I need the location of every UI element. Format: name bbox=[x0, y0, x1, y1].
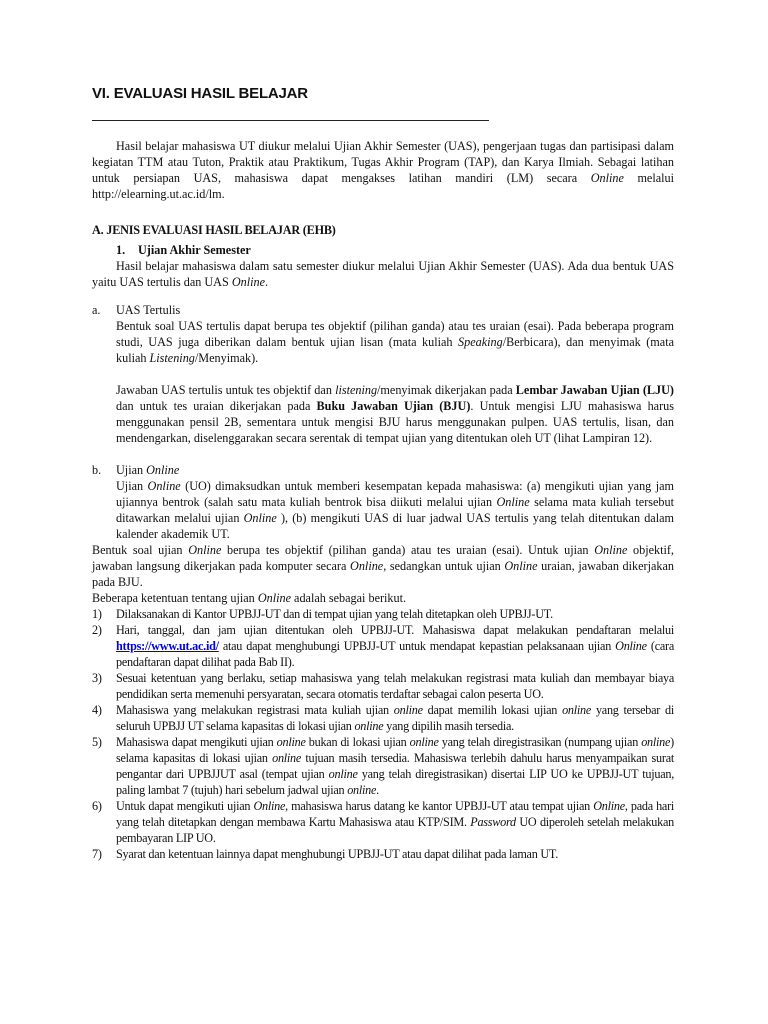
text-run: /menyimak dikerjakan pada bbox=[377, 383, 516, 397]
page-title: VI. EVALUASI HASIL BELAJAR bbox=[92, 85, 308, 102]
list-text: Dilaksanakan di Kantor UPBJJ-UT dan di tempat ujian yang telah ditetapkan oleh UPBJJ-UT. bbox=[116, 607, 553, 621]
document-page bbox=[92, 82, 674, 862]
emphasis-run: Online bbox=[147, 479, 181, 493]
list-text: Sesuai ketentuan yang berlaku, setiap mahasiswa yang telah melakukan registrasi mata kuliah dan membayar biaya pendidikan serta memenuhi persyaratan, secara otomatis terdaftar sebagai calon peserta UO. bbox=[116, 671, 674, 701]
emphasis-run: listening bbox=[335, 383, 378, 397]
emphasis-run: Online bbox=[350, 559, 384, 573]
intro-text-end: melalui http://elearning.ut.ac.id/lm. bbox=[92, 171, 674, 201]
text-run: Beberapa ketentuan tentang ujian bbox=[92, 591, 258, 605]
text-run: yang telah diregistrasikan) disertai LIP UO ke UPBJJ-UT tujuan, paling lambat 7 (tujuh) hari sebelum jadwal ujian bbox=[116, 767, 674, 797]
list-text bbox=[116, 702, 674, 734]
text-run: , sedangkan untuk ujian bbox=[383, 559, 505, 573]
list-number: 4) bbox=[92, 703, 102, 717]
intro-paragraph bbox=[92, 138, 674, 202]
item-b-title bbox=[116, 462, 179, 478]
subsection-1-paragraph bbox=[92, 258, 674, 290]
text-run: bukan di lokasi ujian bbox=[305, 735, 410, 749]
online-format-paragraph bbox=[92, 542, 674, 590]
emphasis-run: Online bbox=[188, 543, 222, 557]
list-text bbox=[116, 622, 674, 670]
emphasis-run: online bbox=[393, 703, 423, 717]
paragraph-text-end: . bbox=[264, 275, 269, 289]
text-run: adalah sebagai berikut. bbox=[291, 591, 407, 605]
list-item bbox=[92, 606, 674, 622]
emphasis-run: Online bbox=[253, 799, 286, 813]
bold-run: Lembar Jawaban Ujian (LJU) bbox=[515, 383, 674, 397]
subsection-number: 1. bbox=[116, 243, 126, 257]
text-run: (cara pendaftaran dapat dilihat pada Bab II). bbox=[116, 639, 674, 669]
text-run: . Untuk mengisi LJU mahasiswa harus menggunakan pensil 2B, sementara untuk mengisi BJU harus menggunakan pulpen. UAS tertulis, lisan, dan mendengarkan, diselenggarakan secara serentak di tempat ujian yang ditentukan oleh UT (lihat Lampiran 12). bbox=[116, 399, 674, 445]
bold-run: Buku Jawaban Ujian (BJU) bbox=[316, 399, 471, 413]
emphasis-run: Speaking bbox=[458, 335, 503, 349]
emphasis-run: Online bbox=[594, 543, 628, 557]
text-run: . bbox=[376, 783, 379, 797]
list-number: 7) bbox=[92, 847, 102, 861]
text-run: UO diperoleh setelah melakukan pembayaran LIP UO. bbox=[116, 815, 674, 845]
text-run: , pada hari yang telah ditetapkan dengan membawa Kartu Mahasiswa atau KTP/SIM. bbox=[116, 799, 675, 829]
list-text bbox=[116, 734, 674, 798]
emphasis-run: Online bbox=[593, 799, 625, 813]
list-item bbox=[92, 798, 674, 846]
emphasis-run: Online bbox=[615, 639, 647, 653]
item-a bbox=[92, 302, 674, 446]
subsection-label: Ujian Akhir Semester bbox=[138, 243, 251, 257]
list-number: 5) bbox=[92, 735, 102, 749]
text-run: Hari, tanggal, dan jam ujian ditentukan oleh UPBJJ-UT. Mahasiswa dapat melakukan pendaftaran melalui bbox=[116, 623, 674, 637]
text-run: ), (b) mengikuti UAS di luar jadwal UAS tertulis yang telah ditentukan dalam kalender akademik UT. bbox=[116, 511, 674, 541]
text-run: selama mata kuliah tersebut ditawarkan melalui ujian bbox=[116, 495, 674, 525]
text-run: objektif, jawaban langsung dikerjakan pada komputer secara bbox=[92, 543, 674, 573]
emphasis-run: online bbox=[641, 735, 671, 749]
emphasis-run: online bbox=[409, 735, 439, 749]
intro-text: Hasil belajar mahasiswa UT diukur melalui Ujian Akhir Semester (UAS), pengerjaan tugas dan partisipasi dalam kegiatan TTM atau Tuton, Praktik atau Praktikum, Tugas Akhir Program (TAP), dan Karya Ilmiah. Sebagai latihan untuk persiapan UAS, mahasiswa dapat mengakses latihan mandiri (LM) secara bbox=[92, 139, 674, 185]
emphasis-run: Online bbox=[257, 591, 291, 605]
list-number: 3) bbox=[92, 671, 102, 685]
list-text bbox=[116, 798, 674, 846]
text-run: yang dipilih masih tersedia. bbox=[383, 719, 514, 733]
list-number: 6) bbox=[92, 799, 102, 813]
text-run: Mahasiswa yang melakukan registrasi mata kuliah ujian bbox=[116, 703, 394, 717]
text-run: Bentuk soal UAS tertulis dapat berupa tes objektif (pilihan ganda) atau tes uraian (esai). Pada beberapa program studi, UAS juga diberikan dalam bentuk ujian lisan (mata kuliah bbox=[116, 319, 674, 349]
list-number: 1) bbox=[92, 607, 102, 621]
list-item bbox=[92, 670, 674, 702]
list-item bbox=[92, 622, 674, 670]
text-run: yang tersebar di seluruh UPBJJ UT selama kapasitas di lokasi ujian bbox=[116, 703, 674, 733]
emphasis-run: online bbox=[354, 719, 384, 733]
text-run: Ujian bbox=[116, 479, 148, 493]
emphasis-run: online bbox=[562, 703, 592, 717]
item-a-title: UAS Tertulis bbox=[116, 303, 181, 317]
text-run: yang telah diregistrasikan (numpang ujian bbox=[438, 735, 642, 749]
title-underline bbox=[92, 120, 489, 121]
list-item bbox=[92, 734, 674, 798]
item-a-paragraph-2 bbox=[116, 382, 674, 446]
text-run: , mahasiswa harus datang ke kantor UPBJJ-UT atau tempat ujian bbox=[285, 799, 594, 813]
emphasis-run: Online bbox=[146, 463, 180, 477]
subsection-heading-1 bbox=[92, 242, 674, 258]
emphasis-run: Online bbox=[243, 511, 277, 525]
item-a-label: a. bbox=[92, 303, 101, 317]
list-item bbox=[92, 846, 674, 862]
item-b-paragraph bbox=[116, 478, 674, 542]
paragraph-text: Hasil belajar mahasiswa dalam satu semester diukur melalui Ujian Akhir Semester (UAS). Ada dua bentuk UAS yaitu UAS tertulis dan UAS bbox=[92, 259, 674, 289]
text-run: atau dapat menghubungi UPBJJ-UT untuk mendapat kepastian pelaksanaan ujian bbox=[218, 639, 616, 653]
text-run: tujuan masih tersedia. Mahasiswa terlebih dahulu harus menyampaikan surat pengantar dari UPBJJUT asal (tempat ujian bbox=[116, 751, 674, 781]
rules-list bbox=[92, 606, 674, 862]
item-b bbox=[92, 462, 674, 542]
text-run: /Berbicara), dan menyimak (mata kuliah bbox=[116, 335, 674, 365]
rules-intro bbox=[92, 590, 674, 606]
text-run: dan untuk tes uraian dikerjakan pada bbox=[116, 399, 317, 413]
text-run: ) selama kapasitas di lokasi ujian bbox=[116, 735, 674, 765]
text-run: Ujian bbox=[116, 463, 147, 477]
section-heading-a: A. JENIS EVALUASI HASIL BELAJAR (EHB) bbox=[92, 223, 336, 237]
text-run: uraian, jawaban dikerjakan pada BJU. bbox=[92, 559, 674, 589]
text-run: berupa tes objektif (pilihan ganda) atau tes uraian (esai). Untuk ujian bbox=[221, 543, 595, 557]
emphasis-run: online bbox=[328, 767, 358, 781]
intro-emphasis: Online bbox=[590, 171, 624, 185]
text-run: /Menyimak). bbox=[194, 351, 259, 365]
emphasis-run: Online bbox=[496, 495, 530, 509]
emphasis-run: online bbox=[272, 751, 302, 765]
list-item bbox=[92, 702, 674, 734]
list-number: 2) bbox=[92, 623, 102, 637]
paragraph-emphasis: Online bbox=[231, 275, 265, 289]
text-run: Untuk dapat mengikuti ujian bbox=[116, 799, 254, 813]
text-run: Bentuk soal ujian bbox=[92, 543, 189, 557]
emphasis-run: Listening bbox=[149, 351, 195, 365]
text-run: Jawaban UAS tertulis untuk tes objektif dan bbox=[116, 383, 336, 397]
emphasis-run: Online bbox=[504, 559, 538, 573]
text-run: (UO) dimaksudkan untuk memberi kesempatan kepada mahasiswa: (a) mengikuti ujian yang jam ujiannya bentrok (salah satu mata kuliah bentrok bisa diikuti melalui ujian bbox=[116, 479, 674, 509]
text-run: Mahasiswa dapat mengikuti ujian bbox=[116, 735, 277, 749]
list-text: Syarat dan ketentuan lainnya dapat menghubungi UPBJJ-UT atau dapat dilihat pada laman UT. bbox=[116, 847, 558, 861]
emphasis-run: online bbox=[347, 783, 377, 797]
emphasis-run: online bbox=[276, 735, 306, 749]
ut-website-link[interactable]: https://www.ut.ac.id/ bbox=[116, 639, 219, 653]
text-run: dapat memilih lokasi ujian bbox=[422, 703, 563, 717]
emphasis-run: Password bbox=[470, 815, 516, 829]
item-b-label: b. bbox=[92, 463, 102, 477]
item-a-paragraph-1 bbox=[116, 318, 674, 366]
